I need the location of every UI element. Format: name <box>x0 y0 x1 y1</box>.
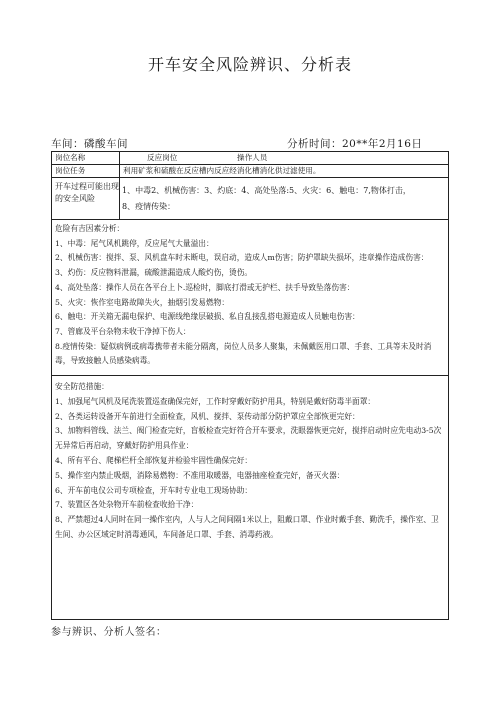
hazard-item: 1、中毒：尾气风机跳停，反应尾气大量溢出： <box>55 238 214 248</box>
possible-risks-line-2: 8、疫情传染： <box>122 202 176 211</box>
post-name-value: 反应岗位 <box>147 153 178 162</box>
hazard-analysis-block <box>55 222 444 369</box>
row-safety-measures <box>52 376 448 619</box>
analysis-time-label: 分析时间：20**年2月16日 <box>287 138 423 150</box>
post-role-value: 操作人员 <box>237 153 268 162</box>
row-hazard-analysis <box>52 220 448 376</box>
possible-risks-label: 开车过程可能出现的安全风险 <box>55 182 119 203</box>
measure-item: 4、所有平台、爬梯栏杆全部恢复并检验牢固性确保完好： <box>55 455 253 465</box>
measure-item: 7、装置区各处杂物开车前检查收拾干净： <box>55 500 199 510</box>
measure-item: 5、操作室内禁止吸烟，消除易燃物：不准用取暖器，电器抽座检查完好，备灭火器： <box>55 470 345 480</box>
row-post-task <box>52 165 448 178</box>
hazard-item: 4、高处坠落：操作人员在各平台上卜.巡检时，脚底打滑或无护栏、扶手导致坠落伤害： <box>55 282 355 292</box>
possible-risks-line-1: 1、中毒2、机械伤害：3、灼底：4、高处坠落:5、火灾：6、触电：7,物体打击， <box>122 186 411 195</box>
hazard-item: 3、灼伤：反应物料泄漏，硫酸泄漏造成人酸灼伤，烫伤。 <box>55 268 253 278</box>
measure-item: 3、加物料管线、法兰、阀门检查完好，盲板检查完好符合开车要求，洗眼器恢更完好，搅拌启动时应先电动3-5次无异常后再启动，穿戴好防护用具作业： <box>55 426 442 451</box>
hazard-item: 6、触电：开关箱无漏电保护、电源线绝缘层破损、私自乱接乱搭电源造成人员触电伤害： <box>55 312 360 322</box>
hazard-heading: 危险有吉因素分析： <box>55 224 125 233</box>
post-task-label: 岗位任务 <box>55 166 86 175</box>
measure-item: 2、各类运转设备开车前进行全面检查，风机、搅拌、泵传动部分防护罩应全部恢更完好： <box>55 411 360 421</box>
post-task-value: 利用矿浆和硫酸在反应槽内反应经消化槽消化供过滤使用。 <box>123 166 321 175</box>
risk-analysis-table <box>51 151 449 620</box>
hazard-item: 5、火灾：恢作室电路故障失火，抽烟引发易燃物： <box>55 297 230 307</box>
hazard-item: 2、机械伤害：搅拌、泵、风机盘车时未断电，误启动，造成人m伤害；防护罩缺失损坏，违章操作造成伤害： <box>55 253 429 263</box>
row-possible-risks <box>52 178 448 220</box>
possible-risks-list <box>122 183 411 215</box>
post-name-label: 岗位名称 <box>55 153 86 162</box>
measure-item: 1、加强尾气风机及尾洗装置巡查确保完好，工作时穿戴好防护用具，特别是戴好防毒半面罩： <box>55 396 376 406</box>
signature-line: 参与辨识、分析人签名： <box>51 627 167 638</box>
measure-item: 6、开车前电仪公司专项检查，开车时专业电工现场协助： <box>55 485 253 495</box>
measures-heading: 安全防范措施： <box>55 382 109 391</box>
hazard-item: 8.疫情传染：疑似病例或病毒携带者未能分隔离，岗位人员多人聚集，未佩戴医用口罩、手套、工具等未及时消毒，导致接触人员感染病毒。 <box>55 341 432 366</box>
hazard-item: 7、管廊及平台杂物未收干净掉下伤人： <box>55 326 191 336</box>
measure-item: 8、严禁超过4人同时在同一操作室内，人与人之间间隔1米以上，阻戴口罩、作业时戴手套、勤洗手，操作室、卫生间、办公区域定时消毒通风，车间备足口罩、手套、消毒药液。 <box>55 515 439 539</box>
safety-measures-block <box>55 380 444 543</box>
row-post-name <box>52 152 448 165</box>
workshop-label: 车间：磷酸车间 <box>51 138 128 150</box>
document-title: 开车安全风险辨识、分析表 <box>147 55 352 74</box>
